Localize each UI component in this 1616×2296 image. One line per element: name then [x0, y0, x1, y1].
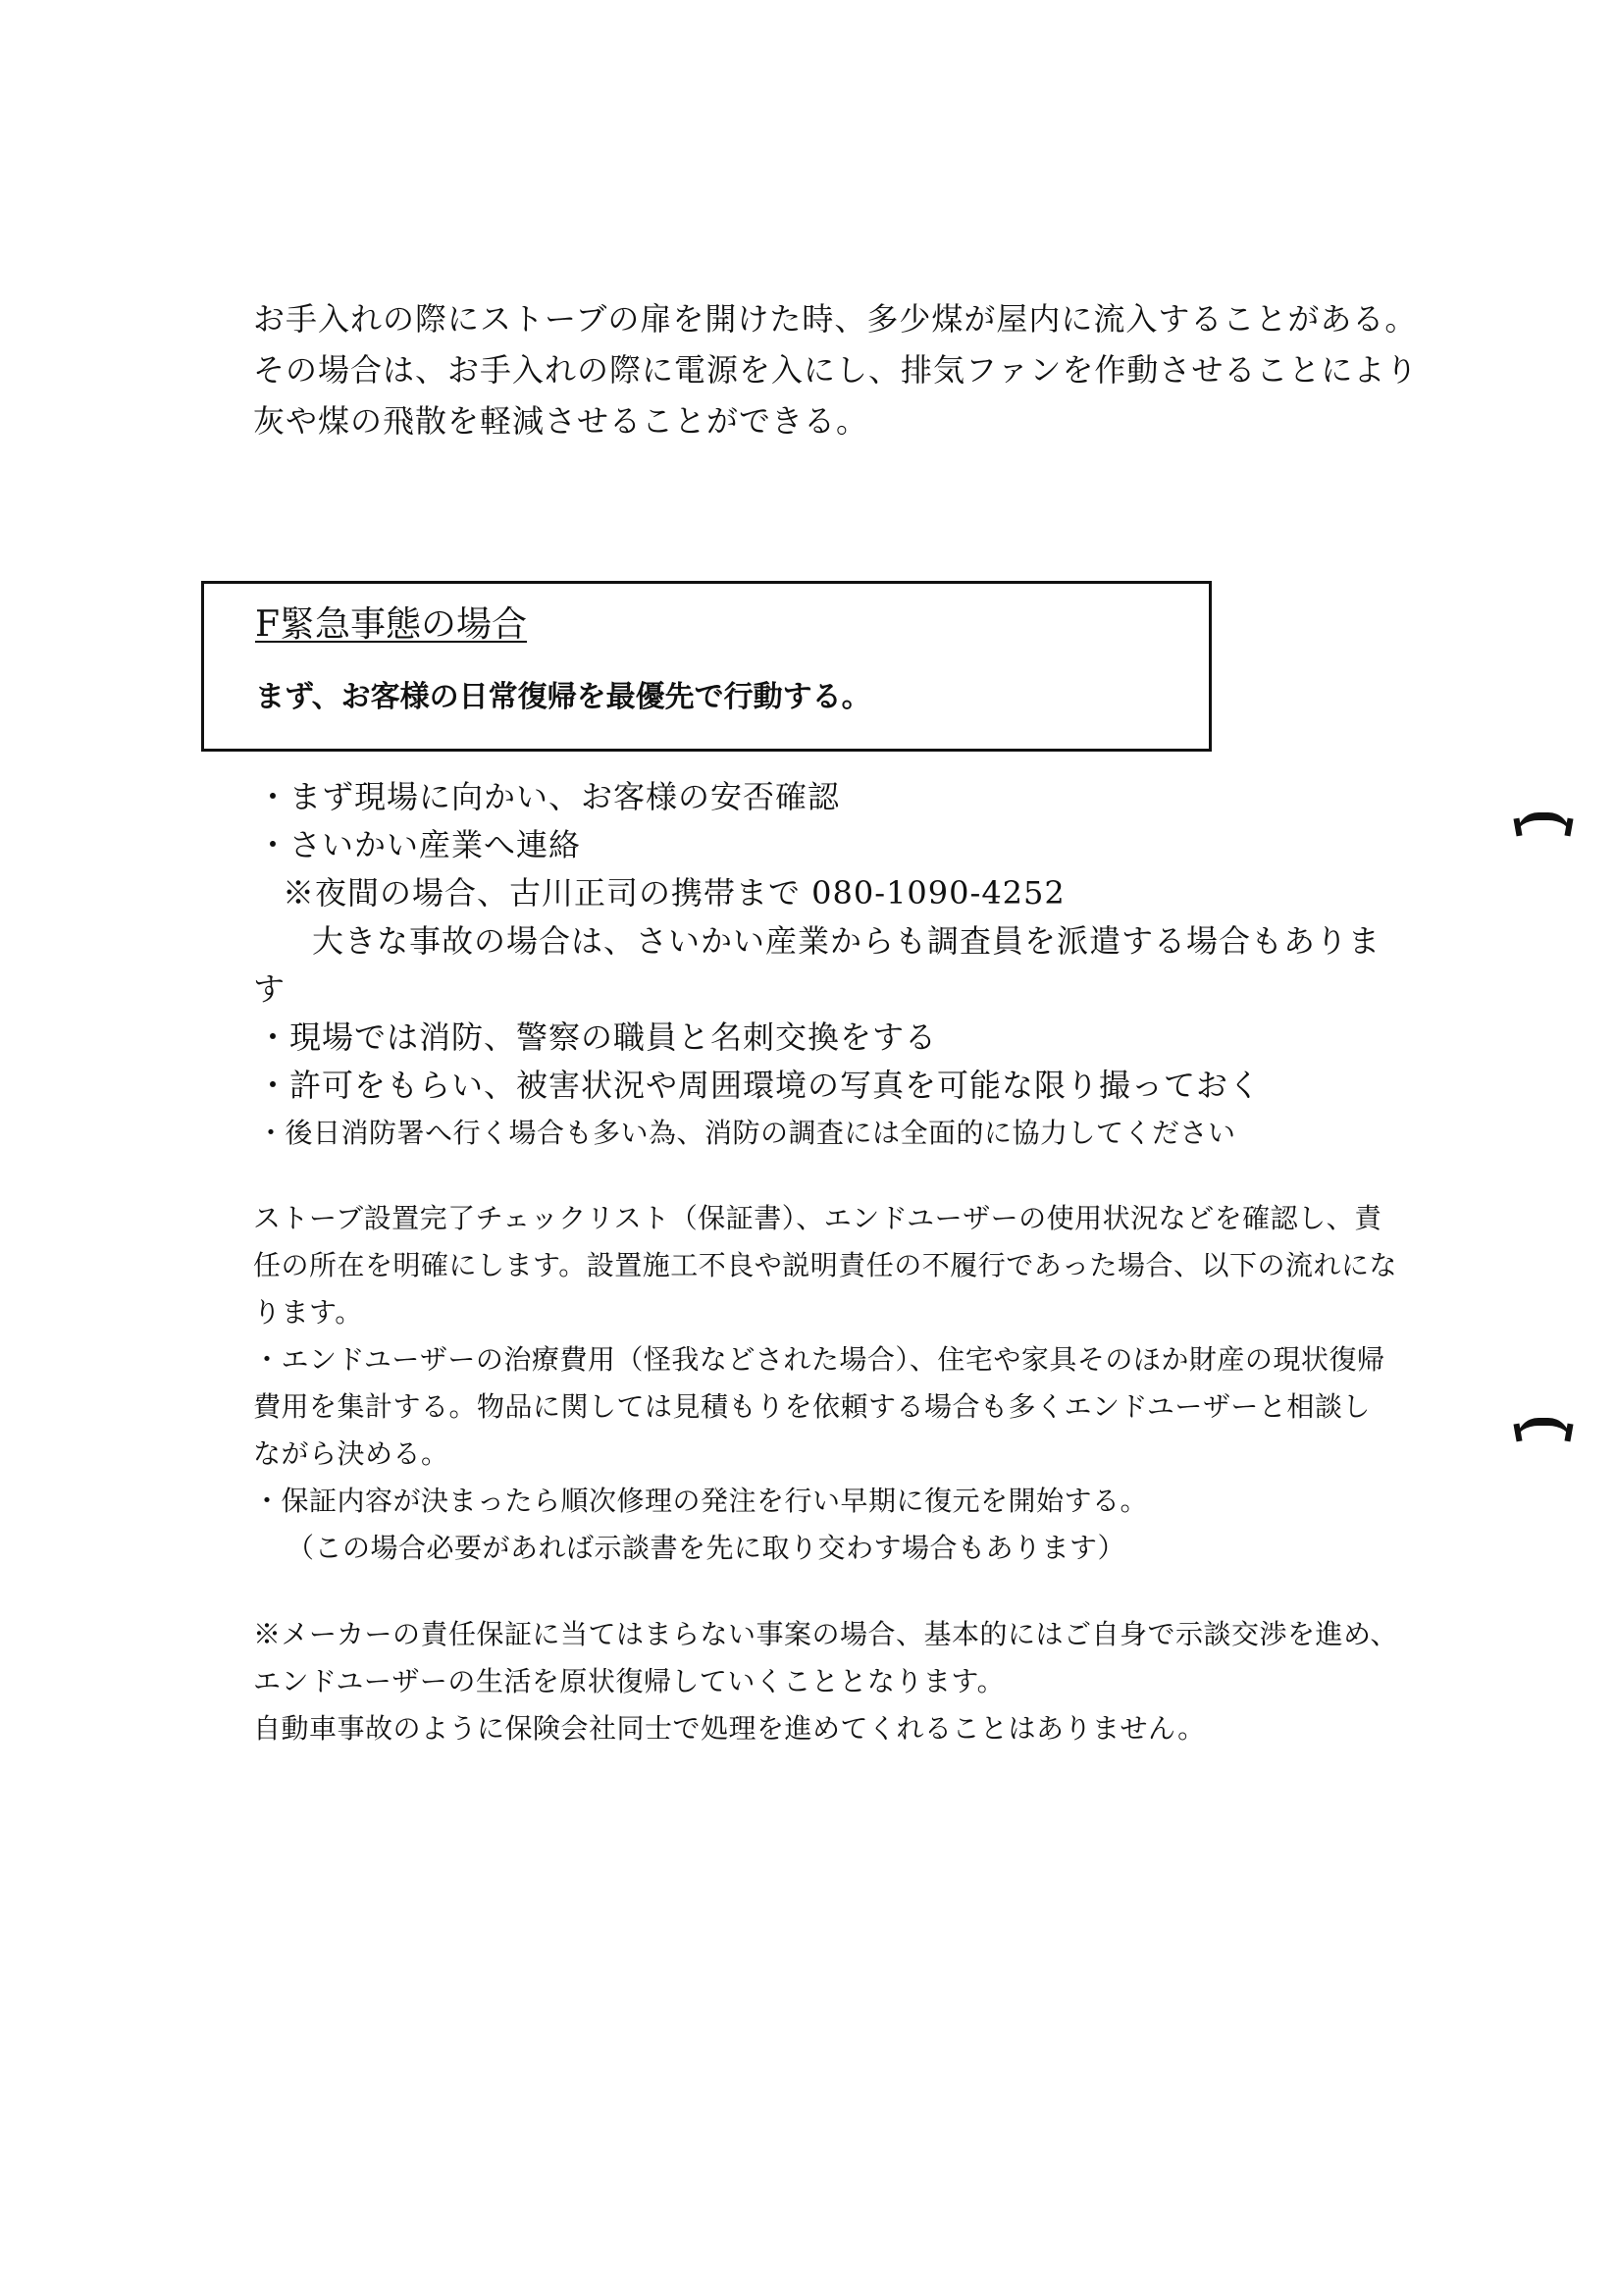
- binder-hole-mark-icon: [1517, 812, 1570, 834]
- procedure-line: ・保証内容が決まったら順次修理の発注を行い早期に復元を開始する。: [253, 1485, 1149, 1517]
- intro-line: その場合は、お手入れの際に電源を入にし、排気ファンを作動させることにより: [253, 351, 1419, 389]
- step-note: す: [253, 970, 287, 1008]
- step-note: ※夜間の場合、古川正司の携帯まで 080-1090-4252: [283, 874, 1066, 912]
- step-note: 大きな事故の場合は、さいかい産業からも調査員を派遣する場合もありま: [312, 922, 1381, 960]
- procedure-line: ながら決める。: [253, 1437, 449, 1470]
- notice-heading: F緊急事態の場合: [255, 604, 527, 645]
- step-item: ・まず現場に向かい、お客様の安否確認: [257, 778, 841, 815]
- step-item: ・後日消防署へ行く場合も多い為、消防の調査には全面的に協力してください: [257, 1117, 1236, 1149]
- intro-line: お手入れの際にストーブの扉を開けた時、多少煤が屋内に流入することがある。: [253, 300, 1418, 338]
- binder-hole-mark-icon: [1517, 1418, 1570, 1439]
- procedure-line: ・エンドユーザーの治療費用（怪我などされた場合）、住宅や家具そのほか財産の現状復帰: [253, 1343, 1385, 1376]
- procedure-line: 費用を集計する。物品に関しては見積もりを依頼する場合も多くエンドユーザーと相談し: [253, 1390, 1371, 1423]
- note-line: ※メーカーの責任保証に当てはまらない事案の場合、基本的にはご自身で示談交渉を進め、: [253, 1618, 1398, 1650]
- procedure-line: ります。: [253, 1296, 363, 1329]
- procedure-line: ストーブ設置完了チェックリスト（保証書）、エンドユーザーの使用状況などを確認し、責: [253, 1202, 1382, 1234]
- notice-subheading: まず、お客様の日常復帰を最優先で行動する。: [255, 680, 871, 714]
- intro-line: 灰や煤の飛散を軽減させることができる。: [253, 402, 869, 440]
- step-item: ・許可をもらい、被害状況や周囲環境の写真を可能な限り撮っておく: [257, 1067, 1262, 1104]
- procedure-line: 任の所在を明確にします。設置施工不良や説明責任の不履行であった場合、以下の流れにな: [253, 1249, 1397, 1281]
- emergency-notice-box: [201, 581, 1212, 752]
- procedure-line: （この場合必要があれば示談書を先に取り交わす場合もあります）: [287, 1532, 1126, 1564]
- step-item: ・現場では消防、警察の職員と名刺交換をする: [257, 1018, 938, 1056]
- step-item: ・さいかい産業へ連絡: [257, 826, 582, 863]
- note-line: エンドユーザーの生活を原状復帰していくこととなります。: [253, 1665, 1006, 1697]
- note-line: 自動車事故のように保険会社同士で処理を進めてくれることはありません。: [253, 1712, 1206, 1745]
